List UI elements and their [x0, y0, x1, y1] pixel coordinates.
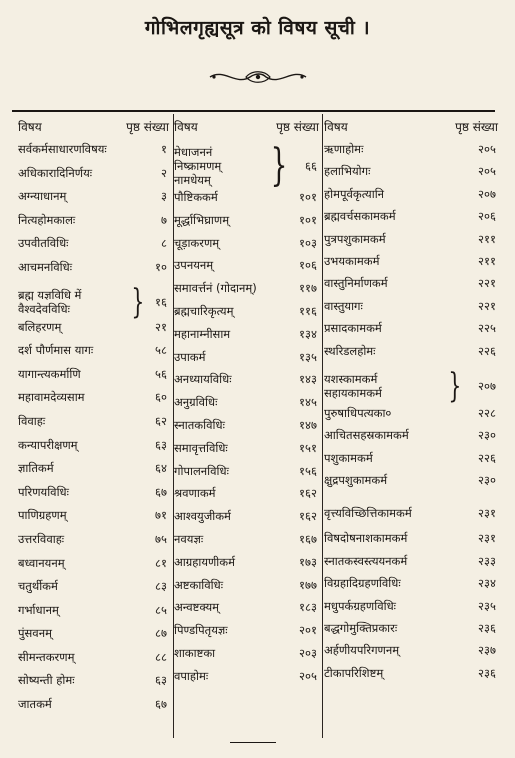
entry-title: पशुकामकर्म: [324, 450, 373, 465]
header-page: पृष्ठ संख्या: [276, 120, 319, 134]
entry-page: ८: [161, 236, 167, 251]
index-row: [18, 485, 173, 509]
index-row: [174, 486, 323, 509]
entry-page: ८३: [155, 579, 167, 594]
entry-title: श्रवणाकर्म: [174, 486, 216, 501]
index-row: [324, 209, 502, 231]
entry-page: १०१: [299, 190, 317, 204]
entry-page: २२८: [478, 405, 496, 420]
header-page: पृष्ठ संख्या: [455, 120, 498, 134]
brace-mark: }: [131, 281, 145, 322]
entry-title: समावर्त्तनं (गोदानम्): [174, 281, 257, 296]
entry-page: ५६: [155, 366, 167, 381]
entry-page: ६४: [155, 461, 167, 476]
entry-page: ६७: [155, 484, 167, 499]
entry-page: १६: [155, 294, 167, 309]
entry-page: १८३: [299, 600, 317, 615]
entry-title: स्नातकविधिः: [174, 417, 225, 432]
entry-title: मूर्द्धाभिघ्राणम्: [174, 212, 230, 227]
index-row: [324, 666, 502, 688]
entry-page: १६२: [299, 509, 317, 524]
entry-page: २०७: [478, 378, 496, 393]
entry-page: १४३: [299, 372, 317, 387]
entry-page: १४७: [299, 417, 317, 432]
entry-title: ब्रह्मवर्चसकामकर्म: [324, 209, 396, 224]
index-row: [174, 646, 323, 669]
entry-title: अनध्यायविधिः: [174, 372, 232, 387]
entry-title: आचमनविधिः: [18, 259, 73, 274]
entry-title: वास्तुयागः: [324, 298, 363, 313]
entry-title: वास्तुनिर्माणकर्म: [324, 276, 388, 291]
entry-title: परिणयविधिः: [18, 484, 69, 499]
brace-mark: }: [448, 365, 462, 406]
index-row: [18, 603, 173, 627]
index-row: [174, 464, 323, 487]
entry-page: ७: [161, 212, 167, 227]
index-row: [174, 555, 323, 578]
ornament-flourish-icon: [206, 66, 310, 88]
entry-page: ६३: [155, 673, 167, 688]
header-subject: विषय: [324, 120, 348, 134]
index-row: [18, 461, 173, 485]
entry-title: मधुपर्कग्रहणविधिः: [324, 598, 396, 613]
entry-page: १३४: [299, 326, 317, 341]
entry-title: नवयज्ञः: [174, 531, 204, 546]
index-row: [174, 304, 323, 327]
index-row: [18, 579, 173, 603]
entry-title: क्षुद्रपशुकामकर्म: [324, 473, 388, 488]
entry-page: २११: [478, 231, 496, 246]
index-row: [324, 344, 502, 366]
index-row: [174, 532, 323, 555]
index-row: [324, 621, 502, 643]
entry-page: २३०: [478, 473, 496, 488]
entry-page: २३०: [478, 428, 496, 443]
entry-page: ११६: [299, 303, 317, 318]
index-row: [174, 441, 323, 464]
entry-page: २०५: [299, 668, 317, 683]
index-row: [174, 395, 323, 418]
entry-page: १५१: [299, 440, 317, 455]
index-row: [18, 650, 173, 674]
entry-page: १५६: [299, 463, 317, 478]
entry-page: ६६: [305, 159, 317, 173]
entry-title: समावृत्तविधिः: [174, 440, 228, 455]
entry-title: विषदोषनाशकामकर्म: [324, 531, 408, 546]
index-column-2: [174, 118, 323, 738]
entry-page: १७३: [299, 554, 317, 569]
entry-page: १०६: [299, 258, 317, 273]
index-row: [174, 236, 323, 259]
index-row: [18, 390, 173, 414]
entry-title: पाणिग्रहणम्: [18, 508, 67, 523]
entry-page: २२६: [478, 343, 496, 358]
index-row: [18, 189, 173, 213]
entry-page: ६०: [155, 390, 167, 405]
entry-title: उपवीतविधिः: [18, 236, 69, 251]
entry-title: सर्वकर्मसाधारणविषयः: [18, 142, 107, 156]
index-row: [324, 495, 502, 531]
entry-title: जातकर्म: [18, 697, 52, 712]
index-row: [324, 232, 502, 254]
entry-page: २३३: [478, 553, 496, 568]
entry-title: प्रसादकामकर्म: [324, 321, 382, 336]
entry-title: उपनयनम्: [174, 258, 214, 273]
entry-title: कन्यापरीक्षणम्: [18, 437, 78, 452]
entry-page: ८१: [155, 555, 167, 570]
index-row: [174, 509, 323, 532]
entry-page: २०५: [478, 142, 496, 156]
entry-page: १: [161, 142, 167, 156]
index-row: [174, 142, 323, 190]
entry-title: विग्रहादिग्रहणविधिः: [324, 576, 401, 591]
index-row: [324, 366, 502, 406]
index-row: [18, 260, 173, 284]
entry-page: २०६: [478, 209, 496, 224]
entry-title: महावामदेव्यसाम: [18, 390, 85, 405]
entry-title: बद्धगोमुक्तिप्रकारः: [324, 621, 398, 636]
index-row: [18, 673, 173, 697]
index-row: [174, 190, 323, 213]
index-row: [324, 276, 502, 298]
entry-title: अर्हणीयपरिगणनम्: [324, 643, 400, 658]
entry-page: २३१: [478, 531, 496, 546]
index-row: [324, 406, 502, 428]
index-column-3: [324, 118, 502, 738]
page-title: गोभिलगृह्यसूत्र को विषय सूची ।: [144, 17, 371, 39]
entry-page: ३: [161, 189, 167, 204]
entry-title: आचितसहस्रकामकर्म: [324, 428, 409, 443]
entry-page: १०३: [299, 235, 317, 250]
entry-title: आश्वयुजीकर्म: [174, 509, 231, 524]
entry-page: १४५: [299, 395, 317, 410]
entry-page: २०७: [478, 186, 496, 201]
entry-title: शाकाष्टका: [174, 645, 216, 660]
header-subject: विषय: [174, 120, 198, 134]
entry-title: वपाहोमः: [174, 668, 209, 683]
entry-title: अग्न्याधानम्: [18, 189, 67, 204]
index-row: [18, 626, 173, 650]
index-row: [18, 414, 173, 438]
entry-page: ५८: [155, 343, 167, 358]
entry-page: २३४: [478, 576, 496, 591]
index-row: [18, 142, 173, 166]
entry-title: ब्रह्मचारिकृत्यम्: [174, 303, 234, 318]
index-row: [324, 321, 502, 343]
index-row: [324, 531, 502, 553]
entry-page: २२६: [478, 450, 496, 465]
entry-page: ८७: [155, 626, 167, 641]
entry-title: टीकापरिशिष्टम्: [324, 665, 384, 680]
index-row: [18, 367, 173, 391]
entry-page: २११: [478, 253, 496, 268]
entry-title: मेधाजननं निष्क्रामणम् नामधेयम्: [174, 145, 222, 187]
entry-title: पुंसवनम्: [18, 626, 52, 641]
header-page: पृष्ठ संख्या: [126, 120, 169, 134]
entry-page: २१: [155, 319, 167, 334]
entry-title: अधिकारादिनिर्णयः: [18, 165, 93, 180]
index-row: [324, 643, 502, 665]
entry-page: १०: [155, 259, 167, 274]
index-row: [18, 556, 173, 580]
entry-page: २३५: [478, 598, 496, 613]
entry-page: २०५: [478, 164, 496, 179]
entry-title: आग्रहायणीकर्म: [174, 554, 235, 569]
entry-title: पुत्रपशुकामकर्म: [324, 231, 386, 246]
index-row: [18, 236, 173, 260]
index-row: [174, 281, 323, 304]
index-row: [174, 623, 323, 646]
entry-page: ६७: [155, 697, 167, 712]
entry-page: २: [161, 165, 167, 180]
entry-title: पुरुषाधिपत्यका०: [324, 405, 392, 420]
entry-title: यागान्त्यकर्माणि: [18, 366, 81, 381]
index-row: [324, 554, 502, 576]
entry-page: ११७: [299, 281, 317, 296]
entry-page: २२१: [478, 276, 496, 291]
entry-title: हलाभियोगः: [324, 164, 371, 179]
index-column-1: [18, 118, 173, 738]
entry-page: २२५: [478, 321, 496, 336]
entry-page: २३६: [478, 665, 496, 680]
entry-page: २२१: [478, 298, 496, 313]
index-row: [18, 343, 173, 367]
bottom-rule: [230, 742, 276, 743]
entry-page: १६७: [299, 531, 317, 546]
index-row: [174, 258, 323, 281]
entry-page: २०३: [299, 645, 317, 660]
index-row: [174, 418, 323, 441]
index-row: [324, 428, 502, 450]
entry-title: गोपालनविधिः: [174, 463, 229, 478]
index-row: [18, 532, 173, 556]
top-rule: [12, 110, 495, 112]
entry-title: महानाम्नीसाम: [174, 326, 231, 341]
index-row: [174, 669, 323, 692]
index-row: [174, 600, 323, 623]
index-row: [324, 164, 502, 186]
entry-title: वृत्त्यविच्छित्तिकामकर्म: [324, 506, 412, 521]
entry-title: उत्तरविवाहः: [18, 531, 65, 546]
entry-title: चतुर्थीकर्म: [18, 579, 58, 594]
entry-title: अष्टकाविधिः: [174, 577, 224, 592]
entry-title: होमपूर्वकृत्यानि: [324, 186, 385, 201]
entry-title: बलिहरणम्: [18, 319, 62, 334]
entry-title: उपाकर्म: [174, 349, 206, 364]
entry-page: १७७: [299, 577, 317, 592]
entry-title: स्नातकस्वस्त्ययनकर्म: [324, 553, 408, 568]
index-row: [18, 697, 173, 721]
entry-title: अन्वष्टक्यम्: [174, 600, 220, 615]
index-row: [324, 187, 502, 209]
entry-page: १०१: [299, 212, 317, 227]
entry-page: ७५: [155, 531, 167, 546]
column-header: [324, 118, 502, 142]
entry-title: चूड़ाकरणम्: [174, 235, 220, 250]
entry-page: २३६: [478, 621, 496, 636]
entry-title: दर्श पौर्णमास यागः: [18, 343, 94, 358]
index-row: [18, 508, 173, 532]
entry-page: २०१: [299, 623, 317, 638]
entry-page: ६३: [155, 437, 167, 452]
entry-title: यशस्कामकर्म सहायकामकर्म: [324, 371, 382, 400]
entry-title: ऋणाहोमः: [324, 142, 364, 156]
entry-page: २३७: [478, 643, 496, 658]
index-row: [324, 599, 502, 621]
entry-page: ८५: [155, 602, 167, 617]
index-row: [174, 350, 323, 373]
entry-page: १६२: [299, 486, 317, 501]
index-row: [18, 213, 173, 237]
entry-page: ६२: [155, 413, 167, 428]
index-row: [174, 578, 323, 601]
brace-mark: }: [270, 140, 287, 191]
index-row: [18, 320, 173, 344]
entry-page: ८८: [155, 649, 167, 664]
entry-title: गर्भाधानम्: [18, 602, 59, 617]
index-row: [324, 473, 502, 495]
index-row: [324, 576, 502, 598]
index-row: [174, 372, 323, 395]
entry-title: अनुग्रविधिः: [174, 395, 218, 410]
entry-title: सीमन्तकरणम्: [18, 649, 75, 664]
index-row: [18, 438, 173, 462]
entry-title: नित्यहोमकालः: [18, 212, 76, 227]
index-row: [18, 166, 173, 190]
column-header: [18, 118, 173, 142]
entry-title: उभयकामकर्म: [324, 253, 380, 268]
index-row: [324, 254, 502, 276]
entry-title: ब्रह्म यज्ञविधि में वैश्वदेवविधिः: [18, 287, 82, 316]
column-header: [174, 118, 323, 142]
entry-page: ७१: [155, 508, 167, 523]
index-row: [18, 281, 173, 322]
entry-title: सोष्यन्ती होमः: [18, 673, 75, 688]
entry-page: १३५: [299, 349, 317, 364]
index-row: [324, 299, 502, 321]
entry-title: ज्ञातिकर्म: [18, 461, 54, 476]
entry-title: बध्वानयनम्: [18, 555, 65, 570]
entry-title: पिण्डपितृयज्ञः: [174, 623, 228, 638]
index-row: [174, 327, 323, 350]
header-subject: विषय: [18, 120, 42, 134]
entry-title: पौष्टिककर्म: [174, 190, 218, 204]
index-row: [174, 213, 323, 236]
entry-page: २३१: [478, 506, 496, 521]
index-row: [324, 142, 502, 164]
entry-title: स्थरिडलहोमः: [324, 343, 376, 358]
index-row: [324, 451, 502, 473]
entry-title: विवाहः: [18, 413, 46, 428]
